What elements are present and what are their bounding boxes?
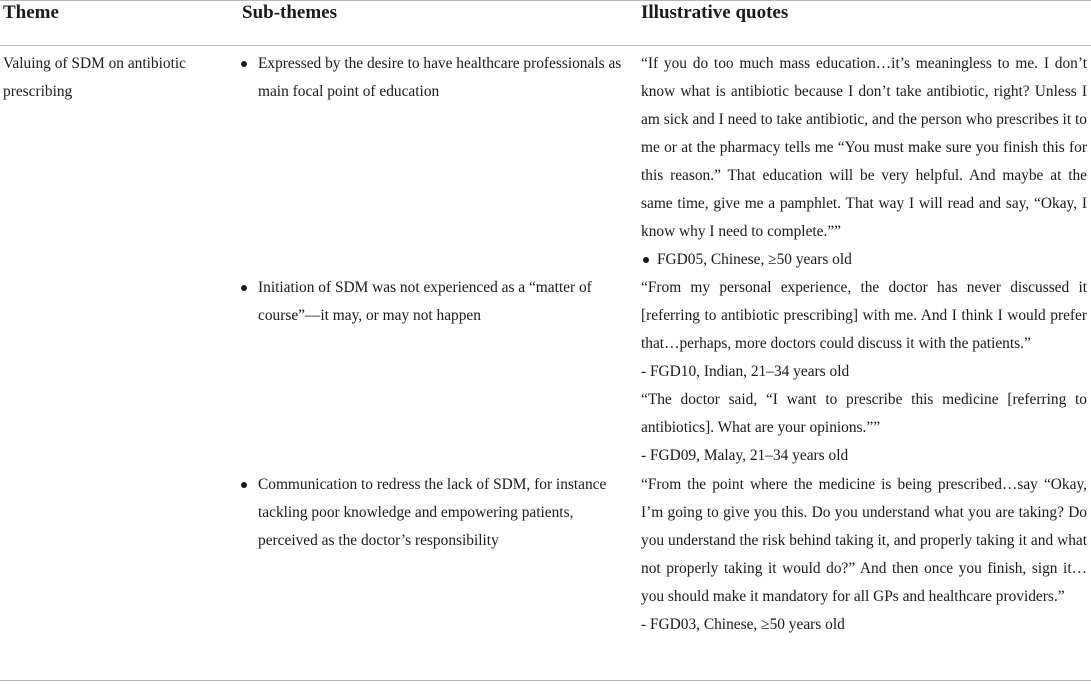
sub-theme-text: Expressed by the desire to have healthcare professionals as main focal point of education (258, 55, 622, 100)
quote-text: “The doctor said, “I want to prescribe this medicine [referring to antibiotics]. What are your opinions.”” (641, 391, 1087, 436)
bullet-icon (643, 257, 649, 263)
quote-cell (641, 471, 1087, 639)
quote-attribution (641, 246, 1087, 274)
bullet-icon (241, 482, 247, 488)
quote-cell (641, 50, 1087, 274)
header-divider-rule (0, 45, 1091, 46)
table-bottom-rule (0, 680, 1091, 681)
quote-attribution: - FGD03, Chinese, ≥50 years old (641, 616, 845, 633)
quote-text: “From the point where the medicine is being prescribed…say “Okay, I’m going to give you this. Do you understand what you are taking? Do you understand the risk behind taking it, and properly taking it and what not properly taking it would do?” And then once you finish, sign it…you should make it mandatory for all GPs and healthcare providers.” (641, 476, 1087, 605)
sub-theme-item (258, 274, 630, 330)
quote-cell (641, 274, 1087, 470)
quote-attribution: - FGD10, Indian, 21–34 years old (641, 363, 850, 380)
quote-text: “If you do too much mass education…it’s meaningless to me. I don’t know what is antibiotic because I don’t take antibiotic, right? Unless I am sick and I need to take antibiotic, and the person who prescribes it to me or at the pharmacy tells me “You must make sure you finish this for this reason.” That education will be very helpful. And maybe at the same time, give me a pamphlet. That way I will read and say, “Okay, I know why I need to complete.”” (641, 55, 1087, 240)
column-header-theme: Theme (3, 2, 59, 23)
theme-cell: Valuing of SDM on antibiotic prescribing (3, 55, 186, 100)
sub-theme-text: Initiation of SDM was not experienced as a “matter of course”—it may, or may not happen (258, 279, 592, 324)
quote-attribution: - FGD09, Malay, 21–34 years old (641, 447, 849, 464)
sub-theme-item (258, 471, 630, 555)
bullet-icon (241, 61, 247, 67)
sub-theme-item (258, 50, 630, 106)
quote-text: “From my personal experience, the doctor has never discussed it [referring to antibiotic prescribing] with me. And I think I would prefer that…perhaps, more doctors could discuss it with the patients.” (641, 279, 1087, 352)
table-top-rule (0, 0, 1091, 1)
bullet-icon (241, 285, 247, 291)
column-header-illustrative-quotes: Illustrative quotes (641, 2, 789, 23)
sub-theme-text: Communication to redress the lack of SDM, for instance tackling poor knowledge and empowering patients, perceived as the doctor’s responsibility (258, 476, 607, 549)
column-header-sub-themes: Sub-themes (242, 2, 338, 23)
quote-attribution-text: FGD05, Chinese, ≥50 years old (657, 251, 852, 268)
